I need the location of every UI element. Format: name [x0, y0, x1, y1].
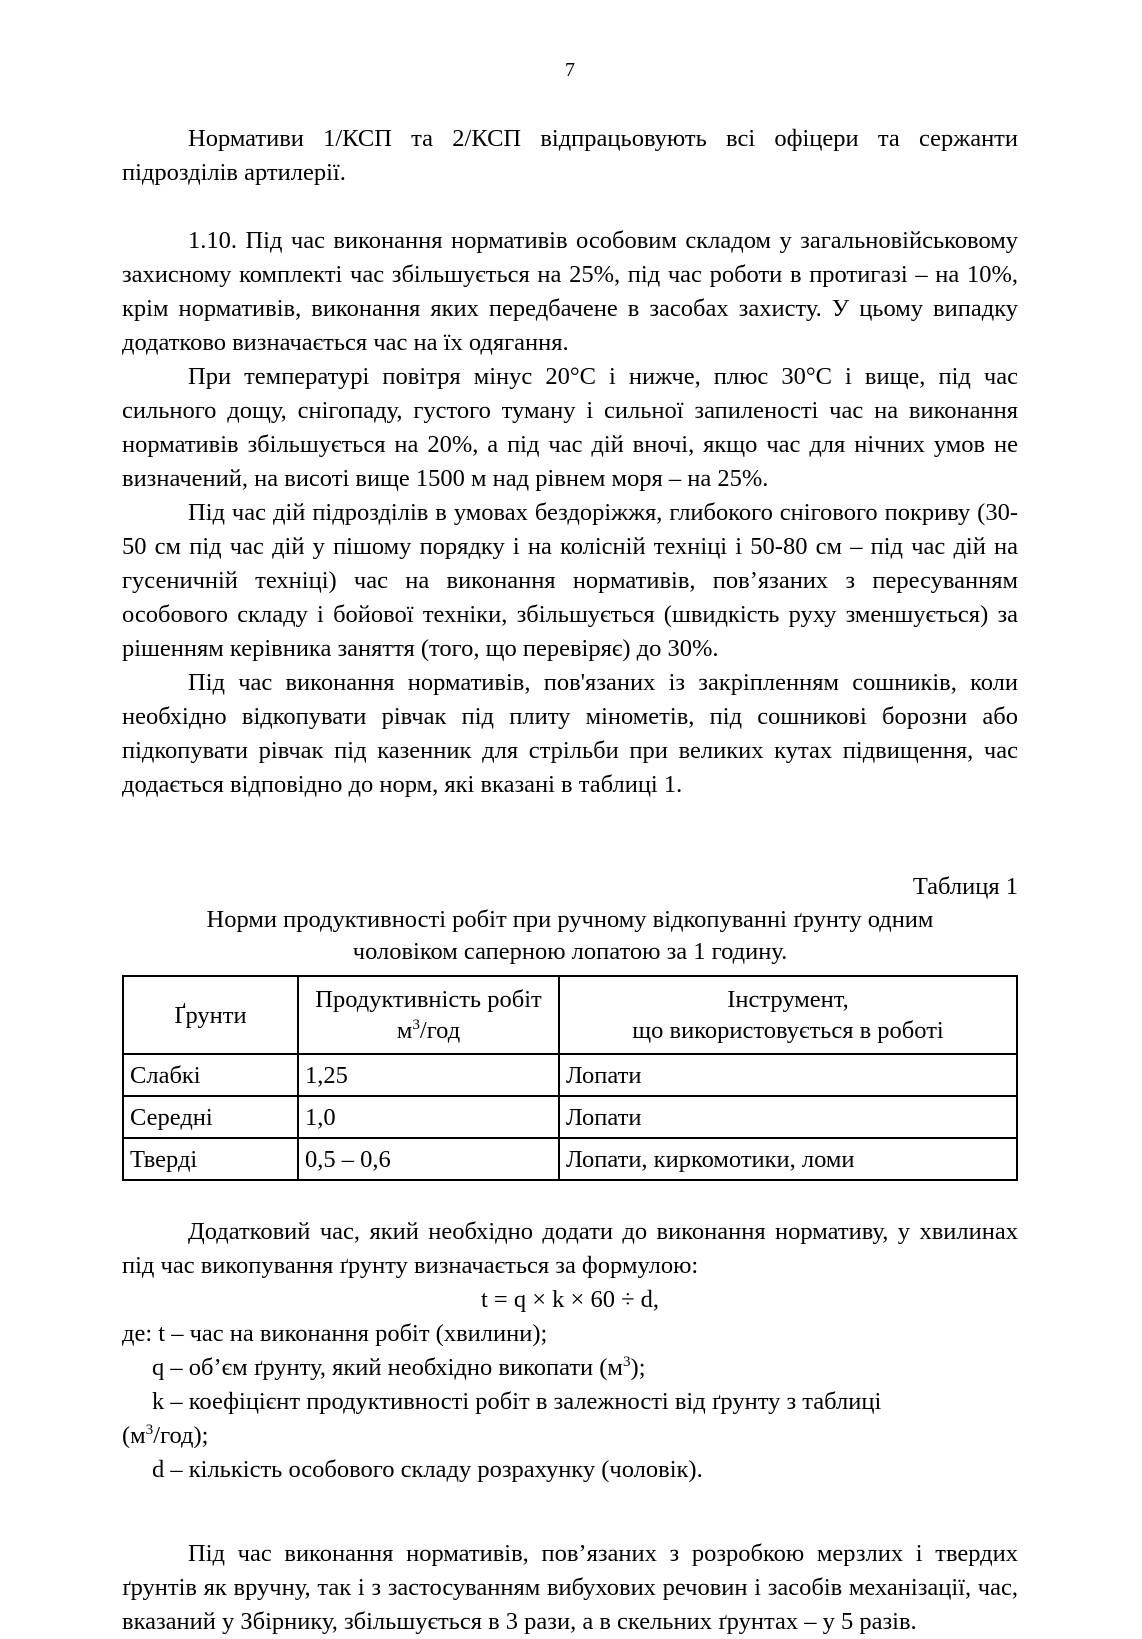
table-body [123, 1054, 1017, 1180]
table-row [123, 1138, 1017, 1180]
definition-k-units-prefix: (м [122, 1422, 146, 1449]
definition-k-units-suffix: /год); [153, 1422, 209, 1449]
page-number: 7 [565, 59, 575, 81]
norms-table [122, 975, 1018, 1181]
cell-productivity: 1,0 [298, 1096, 559, 1138]
paragraph-intro: Нормативи 1/КСП та 2/КСП відпрацьовують всі офіцери та сержанти підрозділів артилерії. [122, 125, 1018, 186]
cell-soil: Середні [123, 1096, 298, 1138]
table-row [123, 1054, 1017, 1096]
table-caption-line-2: чоловіком саперною лопатою за 1 годину. [352, 938, 788, 965]
paragraph-spades: Під час виконання нормативів, пов'язаних із закріпленням сошників, коли необхідно відкопувати рівчак під плиту мінометів, під сошникові борозни або підкопувати рівчак під казенник для стрільби при великих кутах підвищення, час додається відповідно до норм, які вказані в таблиці 1. [122, 669, 1018, 798]
spacer [122, 190, 1018, 224]
header-productivity-unit-sup: 3 [412, 1015, 420, 1033]
cell-tools: Лопати [559, 1096, 1017, 1138]
paragraph-temperature: При температурі повітря мінус 20°С і нижче, плюс 30°С і вище, під час сильного дощу, снігопаду, густого туману і сильної запиленості час на виконання нормативів збільшується на 20%, а під час дій вночі, якщо час для нічних умов не визначений, на висоті вище 1500 м над рівнем моря – на 25%. [122, 363, 1018, 492]
definition-q-prefix: q – об’єм ґрунту, який необхідно викопати (м [152, 1354, 623, 1381]
spacer [122, 1181, 1018, 1215]
formula-expression: t = q × k × 60 ÷ d, [480, 1286, 660, 1313]
table-row [123, 1096, 1017, 1138]
definition-d: d – кількість особового складу розрахунку (чоловік). [152, 1456, 703, 1483]
page-content [122, 60, 1018, 1639]
paragraph-offroad: Під час дій підрозділів в умовах бездоріжжя, глибокого снігового покриву (30-50 см під час дій у пішому порядку і на колісній техніці і 50-80 см – під час дій на гусеничній техніці) час на виконання нормативів, пов’язаних з пересуванням особового складу і бойової техніки, збільшується (швидкість руху зменшується) за рішенням керівника заняття (того, що перевіряє) до 30%. [122, 499, 1018, 662]
paragraph-frozen-soils: Під час виконання нормативів, пов’язаних з розробкою мерзлих і твердих ґрунтів як вручну, так і з застосуванням вибухових речовин і засобів механізації, час, вказаний у Збірнику, збільшується в 3 рази, а в скельних ґрунтах – у 5 разів. [122, 1540, 1018, 1635]
paragraph-additional-time: Додатковий час, який необхідно додати до виконання нормативу, у хвилинах під час викопування ґрунту визначається за формулою: [122, 1218, 1018, 1279]
cell-productivity: 0,5 – 0,6 [298, 1138, 559, 1180]
table-head [123, 976, 1017, 1054]
definition-q [122, 1351, 1018, 1385]
header-productivity-unit-suffix: /год [419, 1017, 461, 1044]
header-tools [559, 976, 1017, 1054]
definition-k: k – коефіцієнт продуктивності робіт в залежності від ґрунту з таблиці [152, 1388, 882, 1415]
header-tools-line-2: що використовується в роботі [632, 1017, 944, 1044]
cell-soil: Слабкі [123, 1054, 298, 1096]
header-productivity-unit-prefix: м [396, 1017, 413, 1044]
header-soils: Ґрунти [123, 976, 298, 1054]
header-productivity-line-1: Продуктивність робіт [315, 986, 542, 1013]
cell-tools: Лопати, киркомотики, ломи [559, 1138, 1017, 1180]
spacer [122, 836, 1018, 870]
header-productivity [298, 976, 559, 1054]
cell-soil: Тверді [123, 1138, 298, 1180]
table-label: Таблиця 1 [912, 873, 1018, 900]
spacer [122, 1487, 1018, 1521]
paragraph-1-10: 1.10. Під час виконання нормативів особовим складом у загальновійськовому захисному комплекті час збільшується на 25%, під час роботи в протигазі – на 10%, крім нормативів, виконання яких передбачене в засобах захисту. У цьому випадку додатково визначається час на їх одягання. [122, 227, 1018, 356]
spacer [122, 1521, 1018, 1537]
definition-q-suffix: ); [630, 1354, 646, 1381]
definition-k-units [122, 1419, 1018, 1453]
definition-k-units-sup: 3 [145, 1420, 154, 1438]
cell-productivity: 1,25 [298, 1054, 559, 1096]
definition-q-sup: 3 [622, 1352, 631, 1370]
header-tools-line-1: Інструмент, [727, 986, 849, 1013]
cell-tools: Лопати [559, 1054, 1017, 1096]
table-caption-line-1: Норми продуктивності робіт при ручному відкопуванні ґрунту одним [206, 906, 934, 933]
table-header-row [123, 976, 1017, 1054]
spacer [122, 802, 1018, 836]
definition-t: де: t – час на виконання робіт (хвилини); [122, 1320, 548, 1347]
